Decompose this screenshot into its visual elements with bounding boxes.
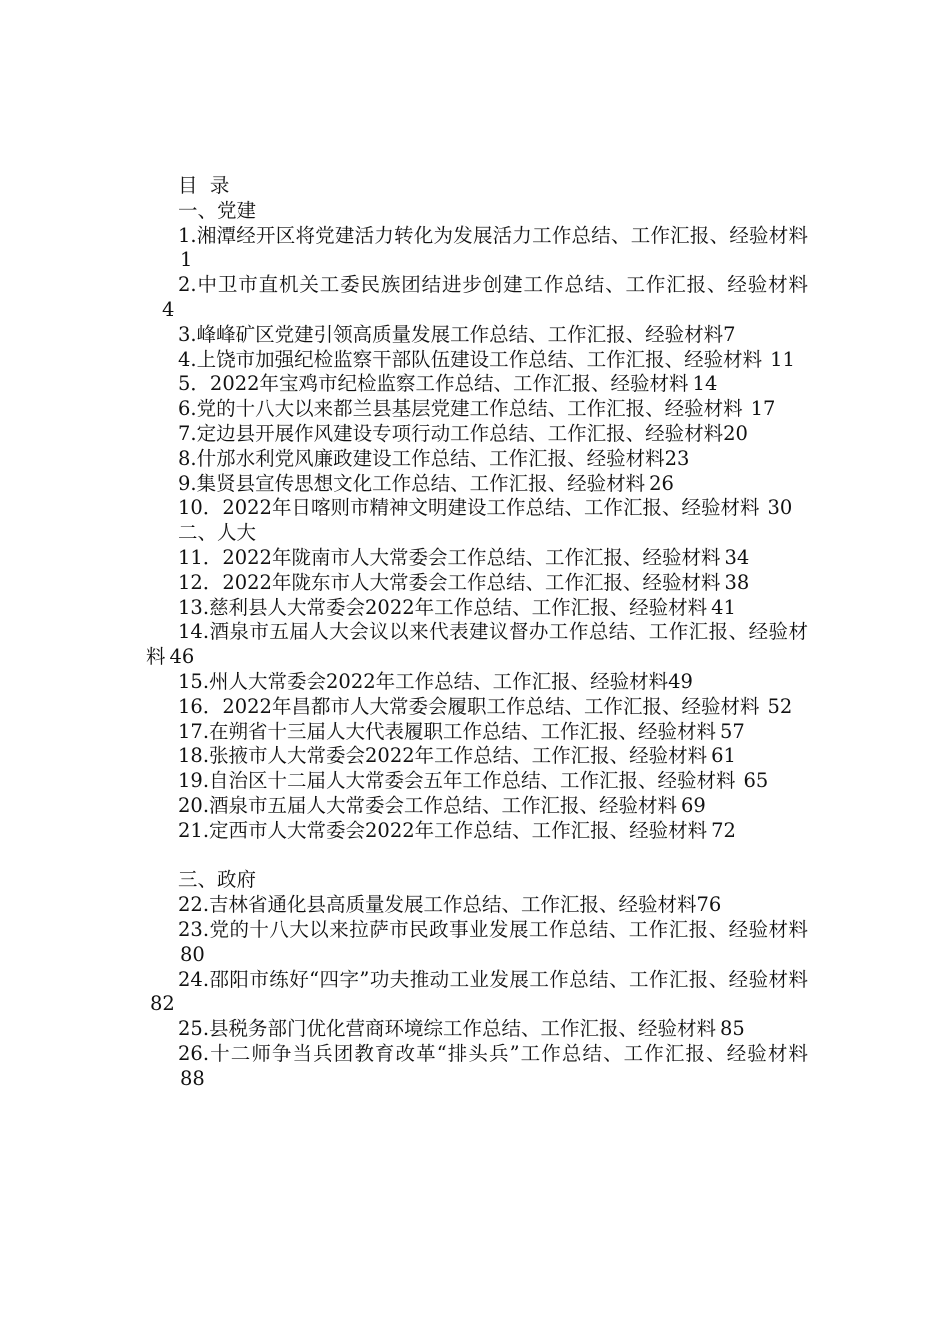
list-item[interactable] bbox=[146, 372, 808, 397]
table-of-contents bbox=[146, 174, 808, 1091]
page-number: 26 bbox=[649, 471, 674, 495]
blank-line bbox=[146, 844, 808, 869]
entry-title: 7.定边县开展作风建设专项行动工作总结、工作汇报、经验材料 bbox=[178, 421, 724, 445]
list-item[interactable] bbox=[146, 596, 808, 621]
page-number: 61 bbox=[711, 744, 736, 768]
page-number: 80 bbox=[180, 942, 205, 966]
page-number: 46 bbox=[169, 645, 195, 669]
list-item[interactable] bbox=[146, 224, 808, 274]
page-number: 76 bbox=[696, 893, 722, 917]
page-number: 20 bbox=[723, 421, 748, 445]
page-number: 65 bbox=[743, 769, 769, 793]
section-heading: 一、党建 bbox=[178, 198, 257, 222]
page-number: 85 bbox=[720, 1017, 745, 1041]
page-number: 57 bbox=[720, 719, 745, 743]
list-item[interactable] bbox=[146, 447, 808, 472]
entry-title: 3.峰峰矿区党建引领高质量发展工作总结、工作汇报、经验材料 bbox=[178, 322, 724, 346]
entry-title: 24.邵阳市练好“四字”功夫推动工业发展工作总结、工作汇报、经验材料 bbox=[178, 967, 808, 991]
page-number: 4 bbox=[162, 297, 175, 321]
list-item[interactable] bbox=[146, 472, 808, 497]
list-item[interactable] bbox=[146, 397, 808, 422]
entry-title: 2.中卫市直机关工委民族团结进步创建工作总结、工作汇报、经验材料 bbox=[178, 273, 808, 297]
page-number: 82 bbox=[150, 992, 175, 1016]
toc-title: 目 录 bbox=[178, 174, 230, 197]
page-number: 30 bbox=[767, 496, 793, 520]
list-item[interactable] bbox=[146, 422, 808, 447]
list-item[interactable] bbox=[146, 695, 808, 720]
list-item[interactable] bbox=[146, 769, 808, 794]
entry-title: 9.集贤县宣传思想文化工作总结、工作汇报、经验材料 bbox=[178, 471, 646, 495]
page-number: 1 bbox=[180, 248, 193, 272]
list-item[interactable] bbox=[146, 546, 808, 571]
entry-title: 20.酒泉市五届人大常委会工作总结、工作汇报、经验材料 bbox=[178, 793, 678, 817]
page-number: 41 bbox=[711, 595, 736, 619]
list-item[interactable] bbox=[146, 620, 808, 670]
list-item[interactable] bbox=[146, 323, 808, 348]
entry-title: 11．2022年陇南市人大常委会工作总结、工作汇报、经验材料 bbox=[178, 545, 721, 569]
entry-title: 6.党的十八大以来都兰县基层党建工作总结、工作汇报、经验材料 bbox=[178, 397, 743, 421]
list-item[interactable] bbox=[146, 496, 808, 521]
entry-title: 14.酒泉市五届人大会议以来代表建议督办工作总结、工作汇报、经验材料 bbox=[146, 620, 808, 669]
list-item[interactable] bbox=[146, 794, 808, 819]
list-item[interactable] bbox=[146, 819, 808, 844]
list-item[interactable] bbox=[146, 968, 808, 1018]
entry-title: 10．2022年日喀则市精神文明建设工作总结、工作汇报、经验材料 bbox=[178, 496, 760, 520]
list-item[interactable] bbox=[146, 273, 808, 323]
page-number: 17 bbox=[750, 397, 776, 421]
entry-title: 21.定西市人大常委会2022年工作总结、工作汇报、经验材料 bbox=[178, 818, 708, 842]
page-number: 69 bbox=[681, 793, 706, 817]
entry-title: 4.上饶市加强纪检监察干部队伍建设工作总结、工作汇报、经验材料 bbox=[178, 347, 763, 371]
entry-title: 8.什邡水利党风廉政建设工作总结、工作汇报、经验材料 bbox=[178, 446, 665, 470]
page-number: 38 bbox=[724, 570, 750, 594]
page-number: 88 bbox=[180, 1066, 205, 1090]
entry-title: 13.慈利县人大常委会2022年工作总结、工作汇报、经验材料 bbox=[178, 595, 708, 619]
page-number: 52 bbox=[767, 694, 793, 718]
entry-title: 17.在朔省十三届人大代表履职工作总结、工作汇报、经验材料 bbox=[178, 719, 717, 743]
page-number: 34 bbox=[724, 545, 750, 569]
entry-title: 15.州人大常委会2022年工作总结、工作汇报、经验材料 bbox=[178, 669, 669, 693]
entry-title: 16．2022年昌都市人大常委会履职工作总结、工作汇报、经验材料 bbox=[178, 694, 760, 718]
list-item[interactable] bbox=[146, 1017, 808, 1042]
section-heading: 三、政府 bbox=[178, 868, 257, 892]
entry-title: 22.吉林省通化县高质量发展工作总结、工作汇报、经验材料 bbox=[178, 893, 697, 917]
entry-title: 18.张掖市人大常委会2022年工作总结、工作汇报、经验材料 bbox=[178, 744, 708, 768]
list-item[interactable] bbox=[146, 348, 808, 373]
page-number: 49 bbox=[668, 669, 693, 693]
entry-title: 25.县税务部门优化营商环境综工作总结、工作汇报、经验材料 bbox=[178, 1017, 717, 1041]
entry-title: 19.自治区十二届人大常委会五年工作总结、工作汇报、经验材料 bbox=[178, 769, 736, 793]
list-item[interactable] bbox=[146, 720, 808, 745]
entry-title: 12．2022年陇东市人大常委会工作总结、工作汇报、经验材料 bbox=[178, 570, 721, 594]
list-item[interactable] bbox=[146, 1042, 808, 1092]
page-number: 23 bbox=[664, 446, 690, 470]
section-heading: 二、人大 bbox=[178, 521, 257, 545]
entry-title: 5．2022年宝鸡市纪检监察工作总结、工作汇报、经验材料 bbox=[178, 372, 689, 396]
page-number: 11 bbox=[770, 347, 795, 371]
list-item[interactable] bbox=[146, 918, 808, 968]
list-item[interactable] bbox=[146, 571, 808, 596]
list-item[interactable] bbox=[146, 893, 808, 918]
page-number: 7 bbox=[723, 322, 736, 346]
list-item[interactable] bbox=[146, 744, 808, 769]
entry-title: 23.党的十八大以来拉萨市民政事业发展工作总结、工作汇报、经验材料 bbox=[178, 917, 808, 941]
entry-title: 26.十二师争当兵团教育改革“排头兵”工作总结、工作汇报、经验材料 bbox=[178, 1041, 808, 1065]
entry-title: 1.湘潭经开区将党建活力转化为发展活力工作总结、工作汇报、经验材料 bbox=[178, 223, 808, 247]
list-item[interactable] bbox=[146, 670, 808, 695]
page-number: 72 bbox=[711, 818, 736, 842]
page-number: 14 bbox=[692, 372, 718, 396]
